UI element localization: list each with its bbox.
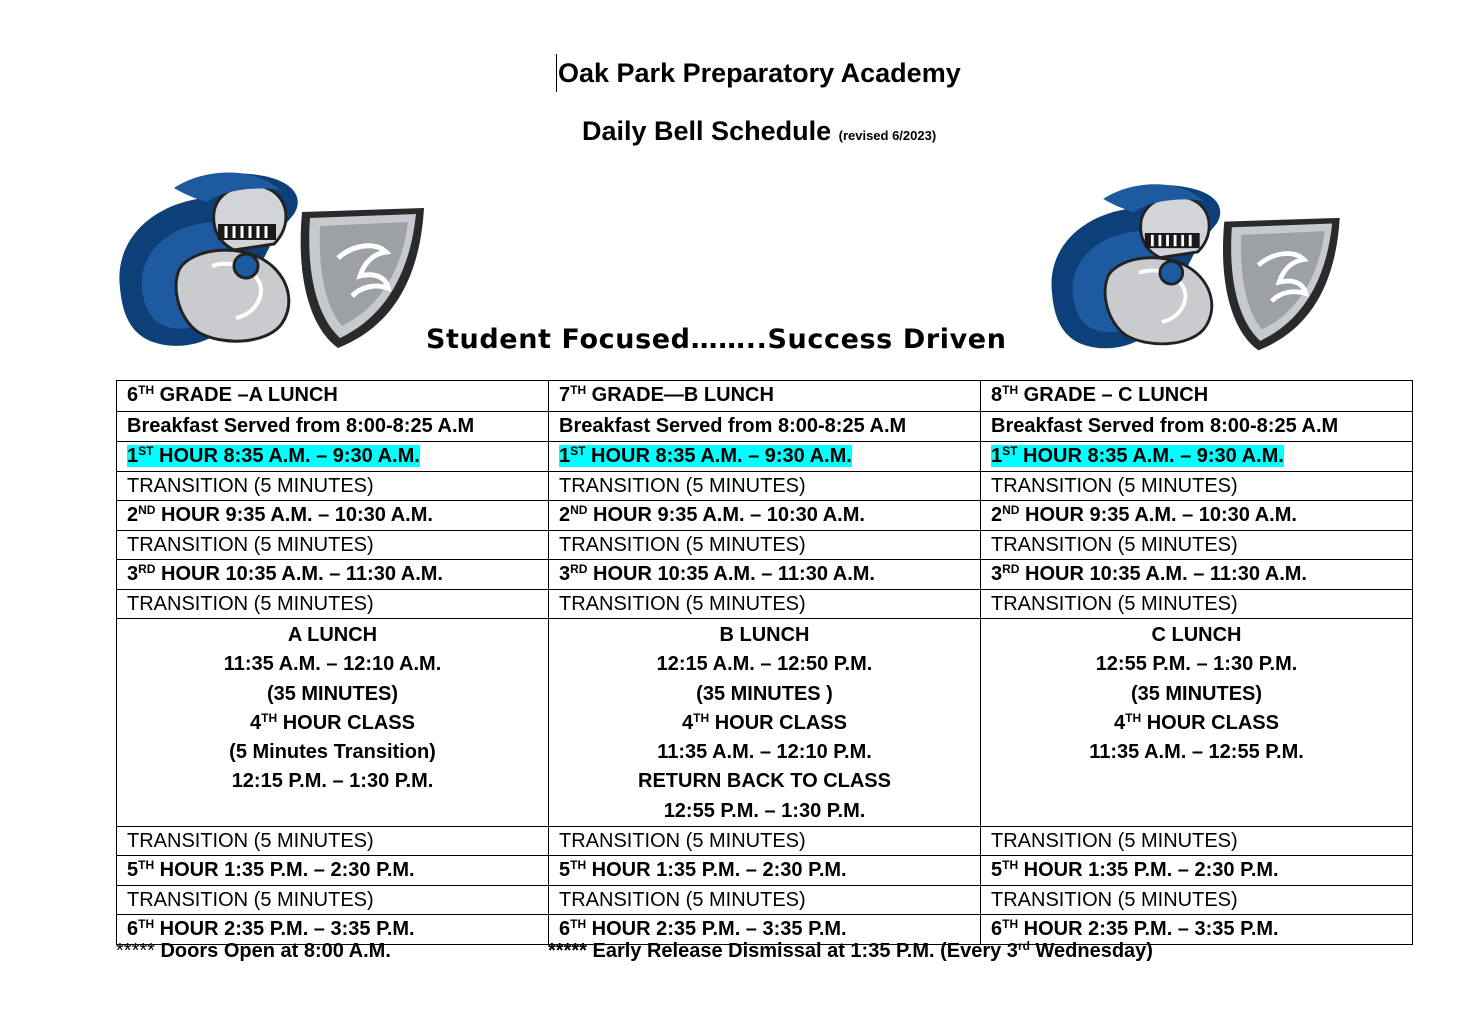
table-row: [117, 856, 1413, 886]
first-hour-cell: [981, 442, 1413, 472]
table-row: [117, 531, 1413, 560]
second-hour-cell: 2ND HOUR 9:35 A.M. – 10:30 A.M.: [117, 501, 549, 531]
fifth-hour-cell: 5TH HOUR 1:35 P.M. – 2:30 P.M.: [117, 856, 549, 886]
slogan: Student Focused……..Success Driven: [426, 324, 1007, 355]
transition-cell: TRANSITION (5 MINUTES): [117, 827, 549, 856]
table-row: [117, 501, 1413, 531]
subtitle-text: Daily Bell Schedule: [582, 116, 832, 146]
lunch-block-a: A LUNCH 11:35 A.M. – 12:10 A.M. (35 MINUTES) 4TH HOUR CLASS (5 Minutes Transition) 12:15 P.M. – 1:30 P.M.: [117, 619, 549, 827]
bell-schedule-table: [116, 380, 1413, 945]
transition-cell: TRANSITION (5 MINUTES): [549, 472, 981, 501]
second-hour-cell: 2ND HOUR 9:35 A.M. – 10:30 A.M.: [981, 501, 1413, 531]
transition-cell: TRANSITION (5 MINUTES): [549, 590, 981, 619]
first-hour-cell: [549, 442, 981, 472]
grade-header-8: 8TH GRADE – C LUNCH: [981, 381, 1413, 412]
table-row: [117, 412, 1413, 442]
first-hour-highlight: 1ST HOUR 8:35 A.M. – 9:30 A.M.: [127, 444, 420, 467]
transition-cell: TRANSITION (5 MINUTES): [549, 827, 981, 856]
table-row: [117, 442, 1413, 472]
grade-header-7: 7TH GRADE—B LUNCH: [549, 381, 981, 412]
table-row: [117, 827, 1413, 856]
transition-cell: TRANSITION (5 MINUTES): [549, 886, 981, 915]
transition-cell: TRANSITION (5 MINUTES): [981, 827, 1413, 856]
transition-cell: TRANSITION (5 MINUTES): [981, 531, 1413, 560]
third-hour-cell: 3RD HOUR 10:35 A.M. – 11:30 A.M.: [117, 560, 549, 590]
revised-note: (revised 6/2023): [838, 128, 937, 143]
transition-cell: TRANSITION (5 MINUTES): [981, 472, 1413, 501]
transition-cell: TRANSITION (5 MINUTES): [117, 886, 549, 915]
table-row: [117, 560, 1413, 590]
transition-cell: TRANSITION (5 MINUTES): [117, 472, 549, 501]
first-hour-highlight: 1ST HOUR 8:35 A.M. – 9:30 A.M.: [559, 444, 852, 467]
transition-cell: TRANSITION (5 MINUTES): [981, 886, 1413, 915]
knight-mascot-icon: [1046, 180, 1342, 356]
page-title: Oak Park Preparatory Academy: [556, 54, 978, 92]
table-row: [117, 381, 1413, 412]
breakfast-cell: Breakfast Served from 8:00-8:25 A.M: [981, 412, 1413, 442]
breakfast-cell: Breakfast Served from 8:00-8:25 A.M: [117, 412, 549, 442]
early-release-note: ***** Early Release Dismissal at 1:35 P.M. (Every 3rd Wednesday): [548, 939, 1153, 962]
third-hour-cell: 3RD HOUR 10:35 A.M. – 11:30 A.M.: [981, 560, 1413, 590]
table-row: [117, 619, 1413, 827]
fifth-hour-cell: 5TH HOUR 1:35 P.M. – 2:30 P.M.: [549, 856, 981, 886]
third-hour-cell: 3RD HOUR 10:35 A.M. – 11:30 A.M.: [549, 560, 981, 590]
knight-mascot-icon: [114, 168, 426, 354]
transition-cell: TRANSITION (5 MINUTES): [549, 531, 981, 560]
transition-cell: TRANSITION (5 MINUTES): [981, 590, 1413, 619]
doors-open-note: ***** Doors Open at 8:00 A.M.: [116, 940, 391, 962]
table-row: [117, 886, 1413, 915]
lunch-block-b: B LUNCH 12:15 A.M. – 12:50 P.M. (35 MINUTES ) 4TH HOUR CLASS 11:35 A.M. – 12:10 P.M. RETURN BACK TO CLASS 12:55 P.M. – 1:30 P.M.: [549, 619, 981, 827]
fifth-hour-cell: 5TH HOUR 1:35 P.M. – 2:30 P.M.: [981, 856, 1413, 886]
schedule-subtitle: [582, 112, 936, 155]
breakfast-cell: Breakfast Served from 8:00-8:25 A.M: [549, 412, 981, 442]
sixth-hour-cell: 6TH HOUR 2:35 P.M. – 3:35 P.M.: [549, 915, 981, 945]
lunch-block-c: C LUNCH 12:55 P.M. – 1:30 P.M. (35 MINUTES) 4TH HOUR CLASS 11:35 A.M. – 12:55 P.M.: [981, 619, 1413, 827]
sixth-hour-cell: 6TH HOUR 2:35 P.M. – 3:35 P.M.: [117, 915, 549, 945]
first-hour-cell: [117, 442, 549, 472]
transition-cell: TRANSITION (5 MINUTES): [117, 590, 549, 619]
grade-header-6: 6TH GRADE –A LUNCH: [117, 381, 549, 412]
sixth-hour-cell: 6TH HOUR 2:35 P.M. – 3:35 P.M.: [981, 915, 1413, 945]
table-row: [117, 472, 1413, 501]
table-row: [117, 590, 1413, 619]
first-hour-highlight: 1ST HOUR 8:35 A.M. – 9:30 A.M.: [991, 444, 1284, 467]
transition-cell: TRANSITION (5 MINUTES): [117, 531, 549, 560]
second-hour-cell: 2ND HOUR 9:35 A.M. – 10:30 A.M.: [549, 501, 981, 531]
